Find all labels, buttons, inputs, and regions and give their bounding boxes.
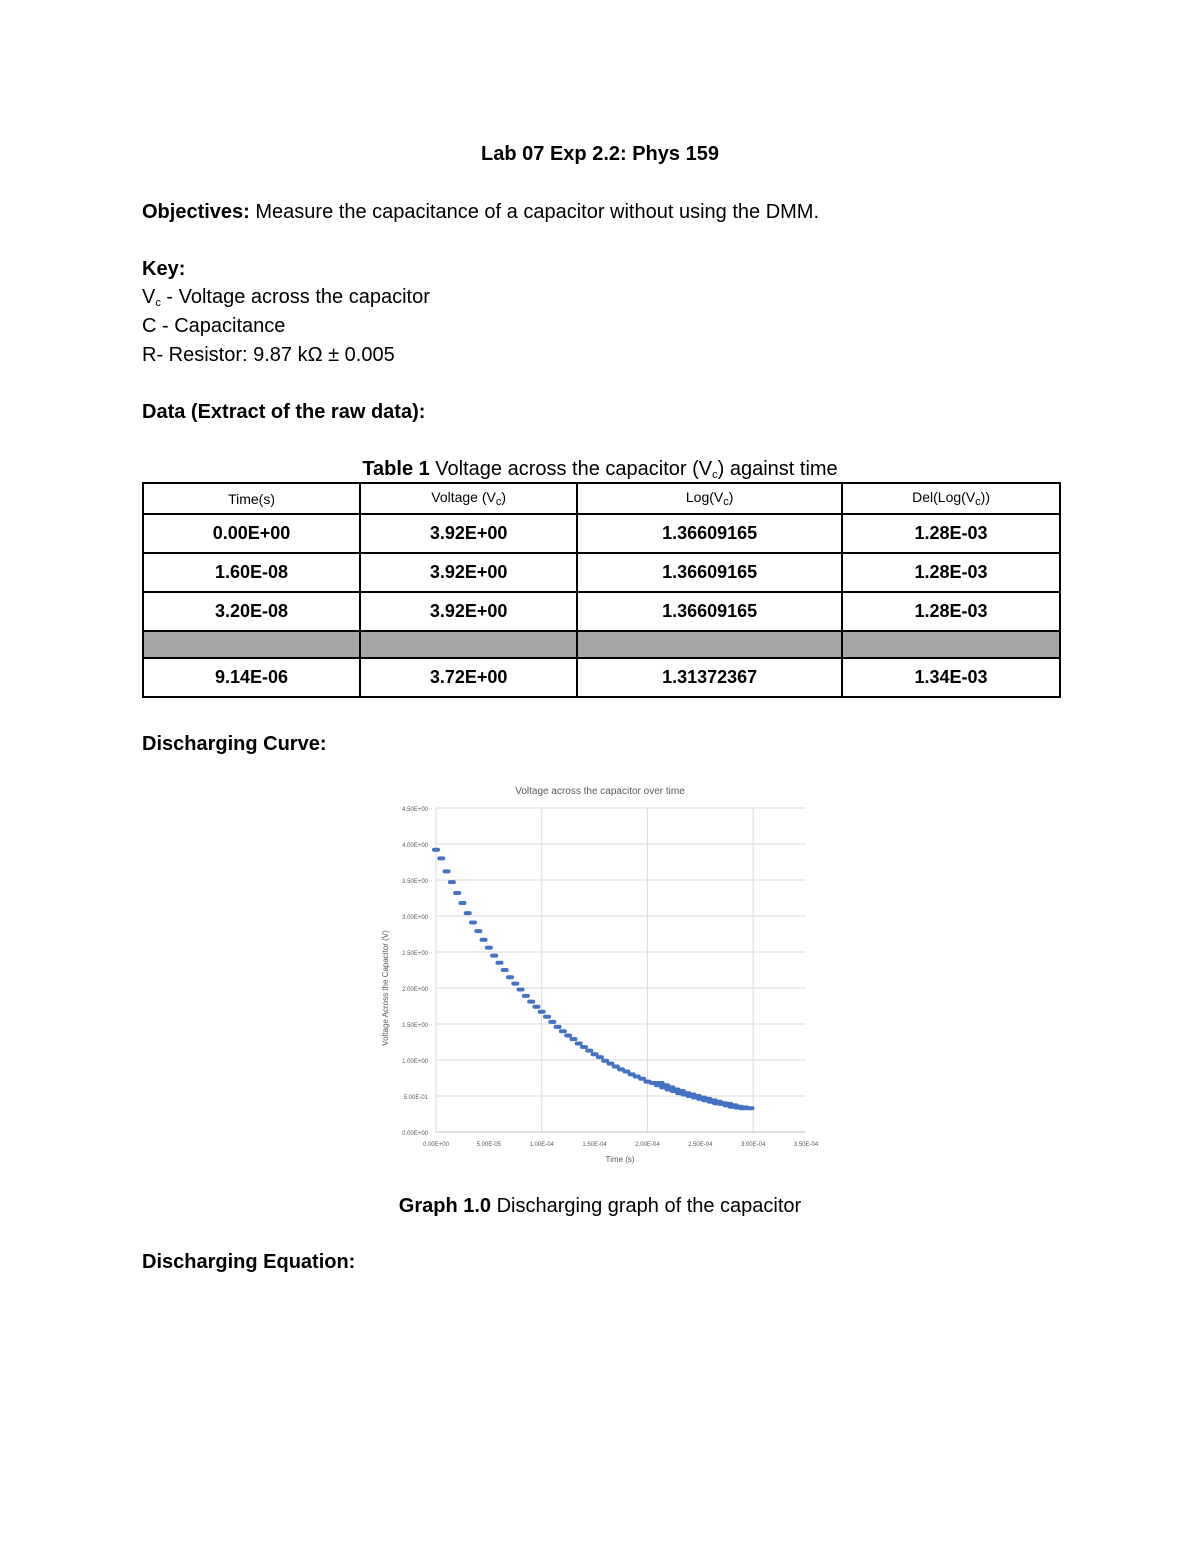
header-time: Time(s) bbox=[143, 483, 360, 514]
cell-voltage: 3.92E+00 bbox=[360, 514, 577, 553]
table-caption-text: Voltage across the capacitor (V bbox=[429, 458, 713, 480]
cell-log: 1.31372367 bbox=[577, 658, 842, 697]
x-tick-label: 1.00E-04 bbox=[529, 1142, 554, 1148]
y-tick-label: 4.50E+00 bbox=[402, 807, 428, 813]
data-point bbox=[522, 994, 530, 998]
data-point bbox=[564, 1034, 572, 1038]
data-point bbox=[527, 1000, 535, 1004]
cell-del-log: 1.34E-03 bbox=[842, 658, 1060, 697]
data-point bbox=[474, 929, 482, 933]
data-point bbox=[543, 1015, 551, 1019]
data-point bbox=[485, 946, 493, 950]
key-item-vc bbox=[142, 286, 430, 309]
y-tick-label: 3.50E+00 bbox=[402, 879, 428, 885]
y-tick-label: 3.00E+00 bbox=[402, 915, 428, 921]
data-point bbox=[580, 1045, 588, 1049]
data-point bbox=[432, 848, 440, 852]
cell-del-log: 1.28E-03 bbox=[842, 592, 1060, 631]
table-caption-end: ) against time bbox=[717, 458, 838, 480]
cell-voltage: 3.72E+00 bbox=[360, 658, 577, 697]
data-point bbox=[490, 954, 498, 958]
data-point bbox=[448, 880, 456, 884]
data-point bbox=[596, 1055, 604, 1059]
gap-cell bbox=[842, 631, 1060, 658]
cell-time: 9.14E-06 bbox=[143, 658, 360, 697]
data-point bbox=[501, 968, 509, 972]
y-tick-label: 4.00E+00 bbox=[402, 843, 428, 849]
x-tick-labels bbox=[423, 1142, 819, 1148]
data-point bbox=[480, 938, 488, 942]
x-tick-label: 3.50E-04 bbox=[793, 1142, 819, 1148]
data-point bbox=[538, 1010, 546, 1014]
graph-caption-label: Graph 1.0 bbox=[398, 1195, 492, 1217]
data-point bbox=[511, 982, 519, 986]
cell-log: 1.36609165 bbox=[577, 553, 842, 592]
data-point bbox=[506, 975, 514, 979]
cell-time: 3.20E-08 bbox=[143, 592, 360, 631]
table-header-row bbox=[143, 483, 1060, 514]
key-item-r: R- Resistor: 9.87 kΩ ± 0.005 bbox=[142, 344, 395, 366]
gap-cell bbox=[143, 631, 360, 658]
table-gap-row bbox=[143, 631, 1060, 658]
cell-voltage: 3.92E+00 bbox=[360, 592, 577, 631]
x-tick-label: 3.00E-04 bbox=[740, 1142, 766, 1148]
data-point bbox=[559, 1029, 567, 1033]
x-tick-label: 1.50E-04 bbox=[582, 1142, 607, 1148]
key-symbol: V bbox=[142, 286, 156, 308]
data-point bbox=[469, 920, 477, 924]
data-point bbox=[437, 856, 445, 860]
cell-log: 1.36609165 bbox=[577, 592, 842, 631]
table-row bbox=[143, 658, 1060, 697]
key-heading: Key: bbox=[142, 258, 186, 280]
x-tick-label: 0.00E+00 bbox=[423, 1142, 449, 1148]
header-log: $Log(V_c)$ bbox=[577, 483, 842, 514]
cell-del-log: 1.28E-03 bbox=[842, 553, 1060, 592]
y-axis-label: Voltage Across the Capacitor (V) bbox=[381, 930, 390, 1046]
graph-caption bbox=[0, 1195, 1200, 1218]
cell-voltage: 3.92E+00 bbox=[360, 553, 577, 592]
x-tick-label: 2.50E-04 bbox=[688, 1142, 713, 1148]
table-caption-sub: c bbox=[712, 469, 718, 481]
key-text: - Voltage across the capacitor bbox=[160, 286, 430, 308]
page-title: Lab 07 Exp 2.2: Phys 159 bbox=[481, 143, 719, 165]
objectives-label: Objectives: bbox=[142, 201, 250, 223]
gap-cell bbox=[360, 631, 577, 658]
chart-grid bbox=[436, 808, 806, 1132]
y-tick-labels bbox=[402, 807, 429, 1137]
header-voltage: Voltage $(V_c)$ bbox=[360, 483, 577, 514]
data-heading: Data (Extract of the raw data): bbox=[142, 401, 426, 423]
cell-log: 1.36609165 bbox=[577, 514, 842, 553]
data-table bbox=[142, 482, 1061, 698]
chart-title: Voltage across the capacitor over time bbox=[515, 786, 685, 797]
table-row bbox=[143, 514, 1060, 553]
cell-del-log: 1.28E-03 bbox=[842, 514, 1060, 553]
graph-caption-text: Discharging graph of the capacitor bbox=[491, 1195, 802, 1217]
data-point bbox=[585, 1049, 593, 1053]
data-point bbox=[458, 901, 466, 905]
gap-cell bbox=[577, 631, 842, 658]
data-point bbox=[554, 1025, 562, 1029]
data-point bbox=[443, 869, 451, 873]
x-tick-label: 2.00E-04 bbox=[635, 1142, 660, 1148]
data-point bbox=[464, 911, 472, 915]
y-tick-label: 0.00E+00 bbox=[402, 1131, 428, 1137]
objectives-line bbox=[142, 201, 819, 224]
discharging-equation-heading: Discharging Equation: bbox=[142, 1251, 356, 1273]
data-point bbox=[517, 987, 525, 991]
data-point bbox=[739, 1106, 755, 1110]
data-point bbox=[532, 1005, 540, 1009]
table-row bbox=[143, 553, 1060, 592]
y-tick-label: 2.50E+00 bbox=[402, 951, 428, 957]
y-tick-label: 2.00E+00 bbox=[402, 987, 428, 993]
table-caption bbox=[0, 458, 1200, 481]
data-point bbox=[569, 1037, 577, 1041]
x-tick-label: 5.00E-05 bbox=[476, 1142, 502, 1148]
data-point bbox=[575, 1041, 583, 1045]
key-item-c: C - Capacitance bbox=[142, 315, 286, 337]
y-tick-label: 1.00E+00 bbox=[402, 1059, 428, 1065]
data-point bbox=[453, 891, 461, 895]
x-axis-label: Time (s) bbox=[605, 1155, 635, 1164]
discharging-curve-heading: Discharging Curve: bbox=[142, 733, 327, 755]
discharge-chart bbox=[368, 776, 828, 1172]
table-row bbox=[143, 592, 1060, 631]
data-point bbox=[548, 1020, 556, 1024]
objectives-text: Measure the capacitance of a capacitor without using the DMM. bbox=[255, 201, 820, 223]
table-caption-label: Table 1 bbox=[362, 458, 430, 480]
cell-time: 0.00E+00 bbox=[143, 514, 360, 553]
data-point bbox=[495, 961, 503, 965]
header-del-log: $Del(Log(V_c))$ bbox=[842, 483, 1060, 514]
cell-time: 1.60E-08 bbox=[143, 553, 360, 592]
y-tick-label: 1.50E+00 bbox=[402, 1023, 428, 1029]
chart-points bbox=[432, 848, 755, 1110]
key-symbol-sub: c bbox=[155, 297, 161, 309]
y-tick-label: 5.00E-01 bbox=[403, 1095, 428, 1101]
